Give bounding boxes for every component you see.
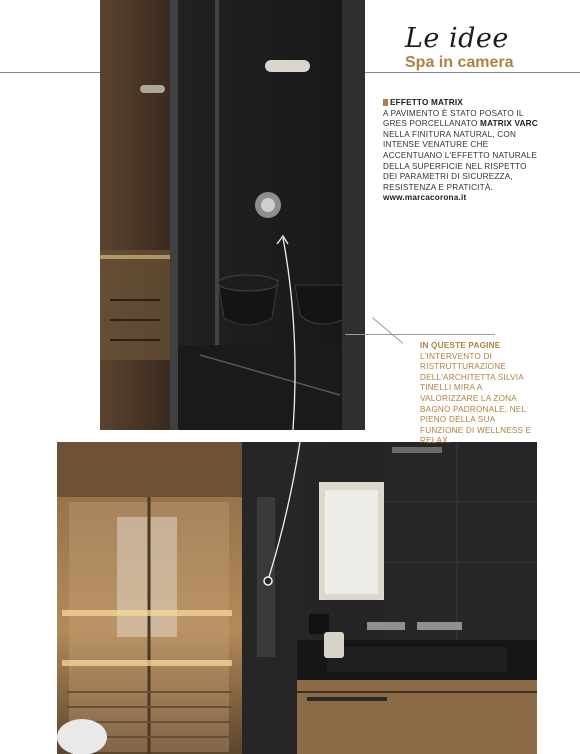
caption-connector-diagonal xyxy=(372,317,403,343)
header-rule-left xyxy=(0,72,100,73)
caption-intro-text: L'INTERVENTO DI RISTRUTTURAZIONE DELL'ARCHITETTA SILVIA TINELLI MIRA A VALORIZZARE LA ZONA BAGNO PADRONALE, NEL PIENO DELLA SUA FUNZIONE DI WELLNESS E RELAX. xyxy=(420,351,532,446)
section-header xyxy=(405,24,575,72)
photo-shower-illustration xyxy=(100,0,365,430)
header-rule-right xyxy=(365,72,580,73)
section-title: Le idee xyxy=(405,23,509,54)
caption-heading: EFFETTO MATRIX xyxy=(390,98,463,107)
caption-connector-horizontal xyxy=(345,334,495,335)
photo-sauna-washbasin xyxy=(57,442,537,754)
photo-shower xyxy=(100,0,365,430)
caption-intro-heading: IN QUESTE PAGINE xyxy=(420,341,501,350)
caption-effetto-matrix xyxy=(383,98,543,204)
caption-text-1: A PAVIMENTO È STATO POSATO IL GRES PORCELLANATO xyxy=(383,108,524,129)
caption-brand: MATRIX VARC xyxy=(480,119,538,129)
section-subtitle: Spa in camera xyxy=(405,54,514,71)
caption-text-2: NELLA FINITURA NATURAL, CON INTENSE VENATURE CHE ACCENTUANO L'EFFETTO NATURALE DELLA SUPERFICIE NEL RISPETTO DEI PARAMETRI DI SICUREZZA, RESISTENZA E PRATICITÀ. xyxy=(383,129,537,192)
caption-in-queste-pagine xyxy=(420,341,540,447)
photo-sauna-illustration xyxy=(57,442,537,754)
caption-marker xyxy=(383,99,388,106)
caption-url-link[interactable]: www.marcacorona.it xyxy=(383,193,467,203)
